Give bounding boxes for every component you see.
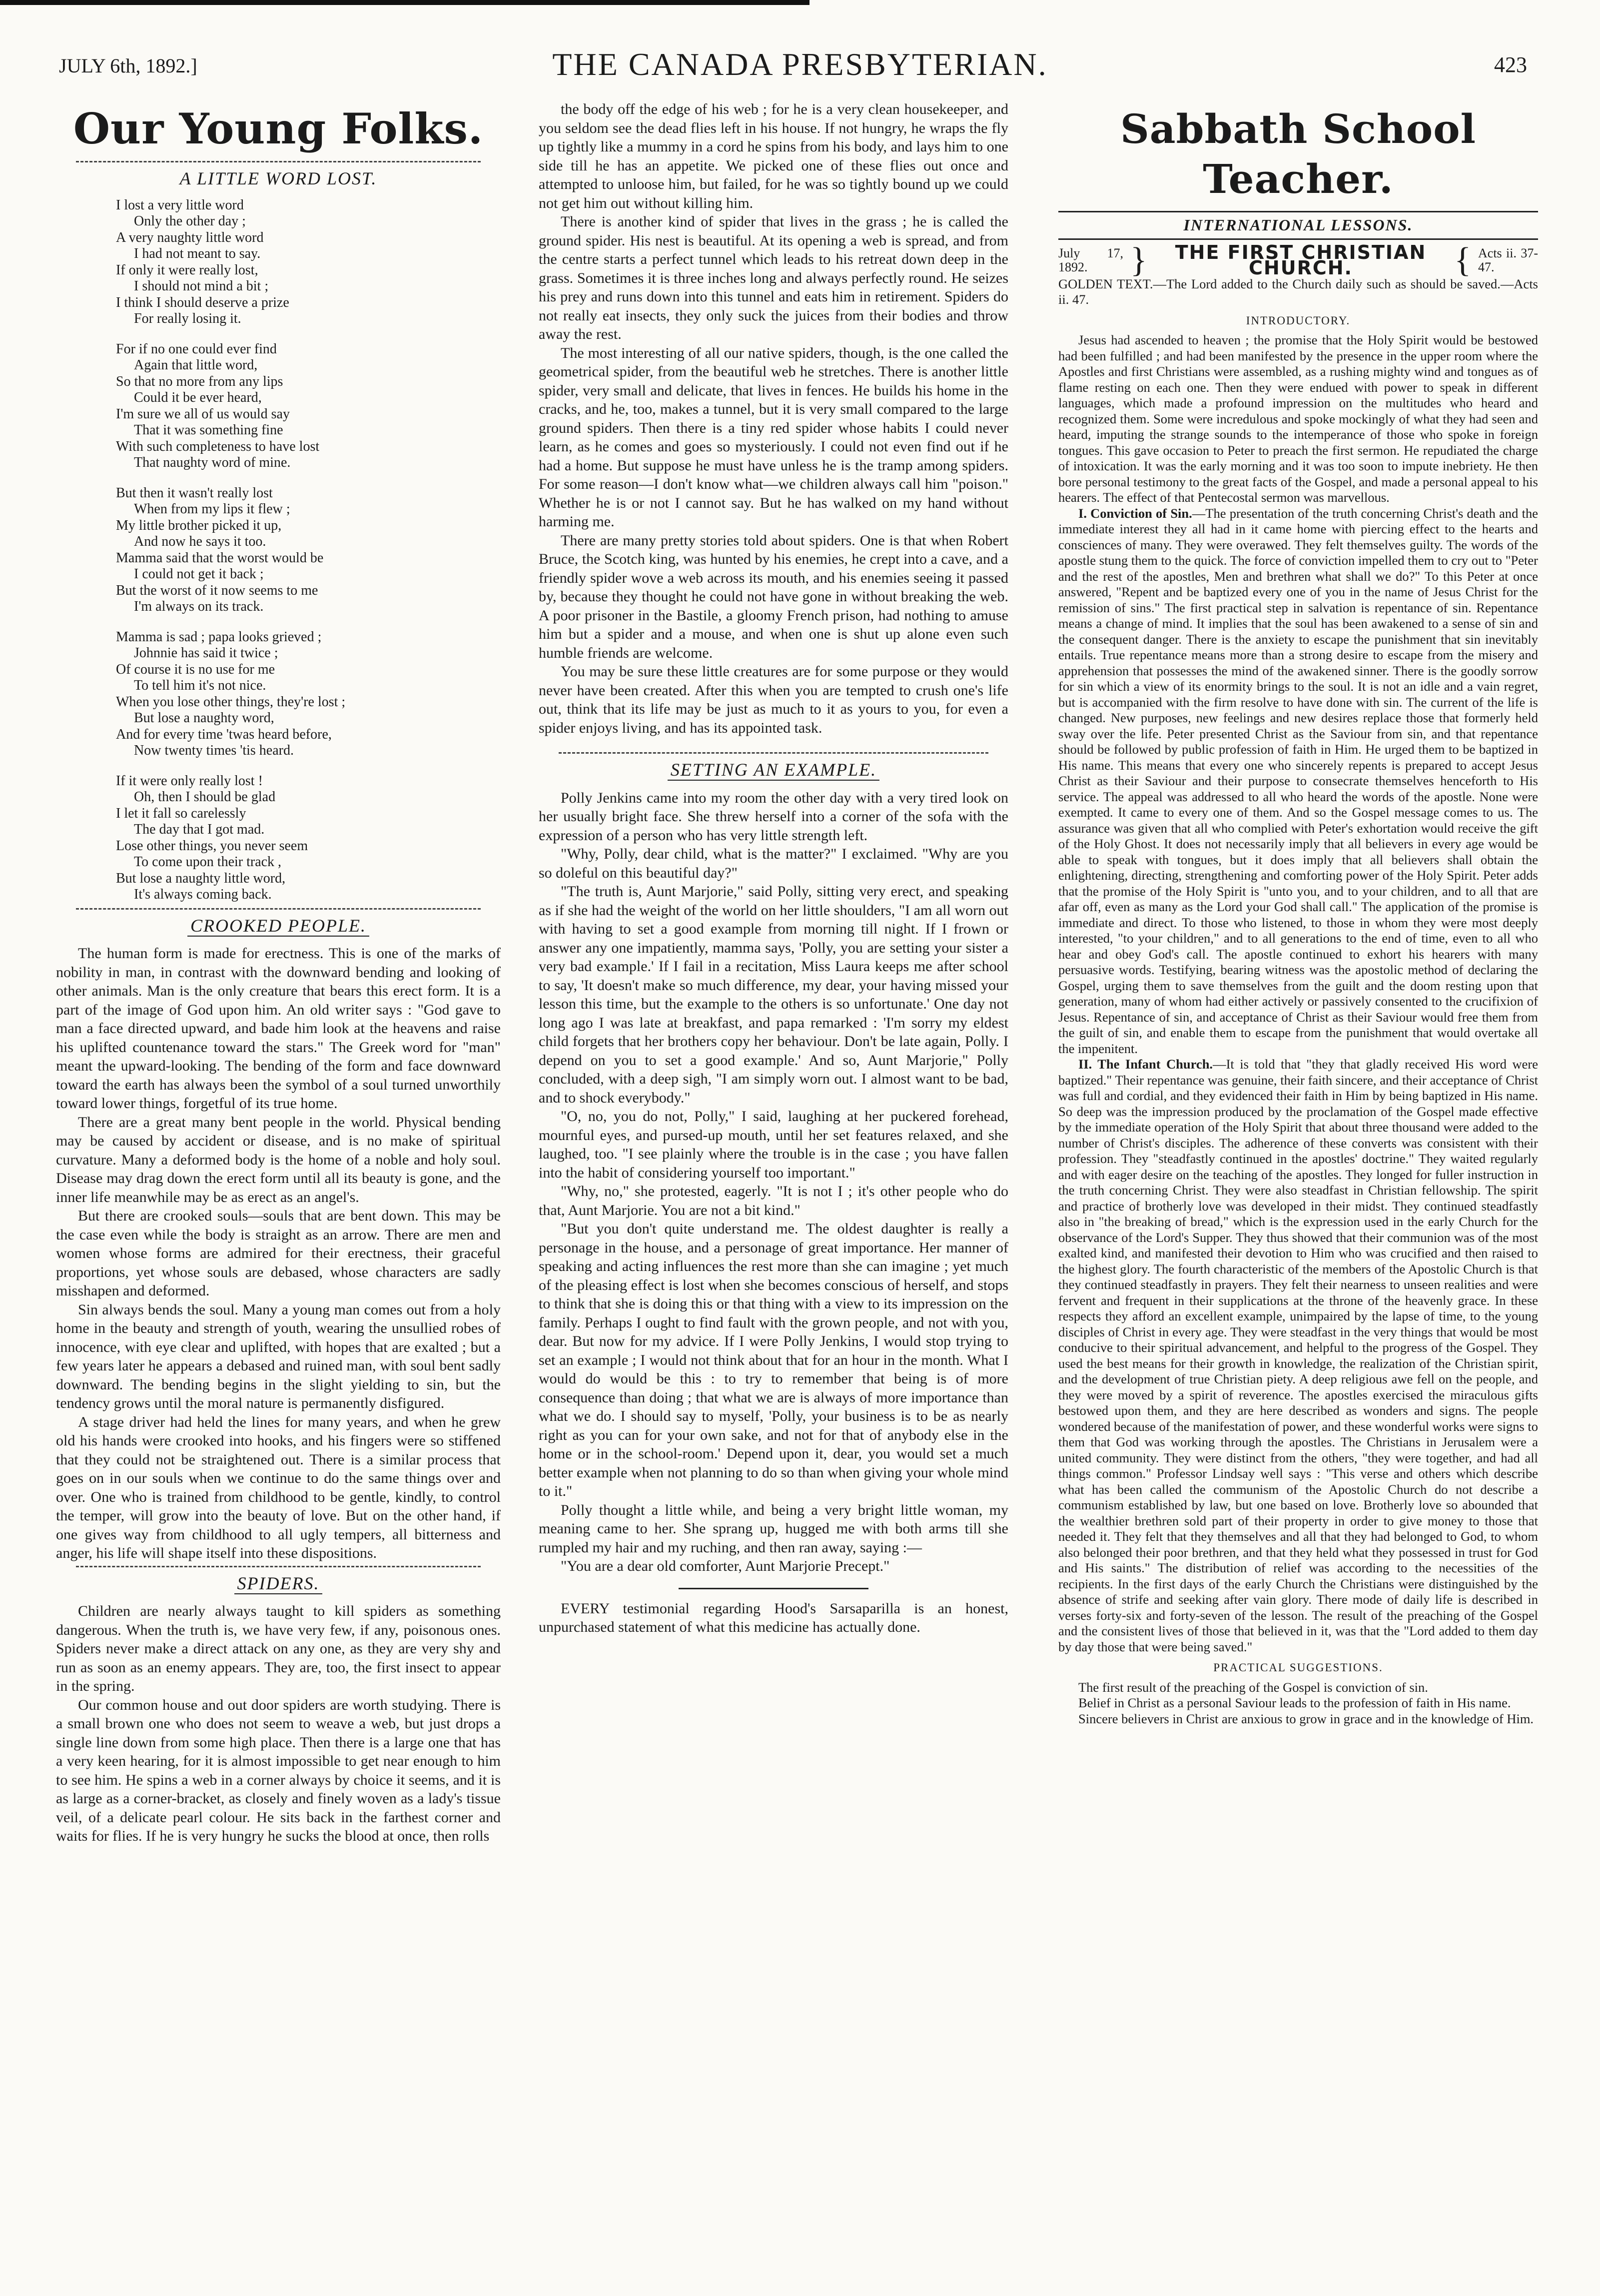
practical-item: Sincere believers in Christ are anxious to grow in grace and in the knowledge of Him. [1078, 1711, 1534, 1726]
poem-line: Of course it is no use for me [116, 661, 275, 677]
poem-line: But the worst of it now seems to me [116, 582, 318, 598]
poem-line: I lost a very little word [116, 197, 244, 213]
poem-line: Again that little word, [134, 357, 258, 373]
divider [76, 161, 481, 162]
poem-line: I think I should deserve a prize [116, 294, 289, 310]
paragraph: Children are nearly always taught to kill spiders as something dangerous. When the truth is, we have very few, if any, poisonous ones. Spiders never make a direct attack on any one, as they are very shy and run as soon as an enemy appears. They are, too, the first insect to appear in the spring. [56, 1603, 501, 1694]
poem-title: A LITTLE WORD LOST. [179, 168, 377, 188]
introductory-text: Jesus had ascended to heaven ; the promise that the Holy Spirit would be bestowed had been fulfilled ; and had been manifested by the presence in the upper room where the Apostles and first Christians were assembled, as a rushing mighty wind and tongues as of flame resting on each one. Then they were endued with power to speak in different languages, which made a profound impression on the multitudes who heard and recognized them. Some were incredulous and spoke mockingly of what they had seen and heard, imputing the strange sounds to the intemperance of those who spoke in foreign tongues. This gave occasion to Peter to preach the first sermon. He repudiated the charge of intoxication. It was the early morning and it was too soon to impute inebriety. He then bore personal testimony to the great facts of the Gospel, and made a personal appeal to his hearers. The effect of that Pentecostal sermon was marvellous. [1058, 332, 1538, 505]
article-title-crooked-people: CROOKED PEOPLE. [56, 917, 501, 936]
poem-line: It's always coming back. [134, 887, 272, 902]
article-setting-example [539, 789, 1008, 1576]
poem-line: To tell him it's not nice. [134, 678, 266, 693]
poem-line: But then it wasn't really lost [116, 485, 273, 501]
paragraph: There are many pretty stories told about spiders. One is that when Robert Bruce, the Scotch king, was hunted by his enemies, he crept into a cave, and a friendly spider wove a web across its mouth, and his enemies seeing it passed by, because they thought he could not have gone in without breaking the web. A poor prisoner in the Bastile, a gloomy French prison, had nothing to amuse him but a spider and a mouse, and when one is shut up alone even such humble friends are welcome. [539, 532, 1008, 661]
poem-line: So that no more from any lips [116, 373, 283, 389]
section-infant-church [1058, 1057, 1538, 1655]
paragraph: Polly thought a little while, and being a very bright little woman, my meaning came to her. She sprang up, hugged me with both arms till she rumpled my hair and my ruching, and then ran away, saying :— [539, 1501, 1008, 1556]
issue-date: JULY 6th, 1892.] [59, 54, 197, 77]
paragraph: "You are a dear old comforter, Aunt Marjorie Precept." [561, 1558, 890, 1574]
section-text: —The presentation of the truth concerning Christ's death and the immediate interest they all had in it came home with piercing effect to the hearts and consciences of many. They were overawed. They felt themselves guilty. The words of the apostle stung them to the quick. The force of conviction impelled them to cry out to "Peter and the rest of the apostles, Men and brethren what shall we do?" To this Peter at once answered, "Repent and be baptized every one of you in the name of Jesus Christ for the remission of sins." The first practical step in salvation is repentance of sin. Repentance means a change of mind. It implies that the soul has been awakened to a sense of sin and the consequent danger. There is the anxiety to escape the punishment that sin inevitably entails. True repentance means more than a strong desire to escape from the misery and apprehension that possesses the mind of the awakened sinner. There is the goodly sorrow for sin which a view of its enormity brings to the soul. It is not an idle and a vain regret, but is accompanied with the firm resolve to have done with sin. The current of the life is changed. New purposes, new feelings and new desires replace those that formerly held sway over the life. Peter presented Christ as the Saviour from sin, and that repentance should be followed by public profession of faith in Him. He urged them to be baptized in His name. This means that every one who sincerely repents is prepared to accept Jesus Christ as their Saviour and their purpose to consecrate themselves henceforth to His service. The appeal was addressed to all who heard the words of the apostle. None were exempted. It came to every one of them. And so the Gospel message comes to us. The assurance was given that all who complied with Peter's exhortation would receive the gift of the Holy Ghost. It does not necessarily imply that all believers in every age would be able to speak with tongues, but it does imply that all believers shall obtain the enlightening, directing, strengthening and comforting power of the Holy Spirit. Peter adds that the promise of the Holy Spirit is "unto you, and to your children, and to all that are afar off, even as many as the Lord your God shall call." The application of the promise is immediate and direct. To those who listened, to those in whom they were most deeply interested, "to your children," and to all generations to the end of time, even to all who hear and obey God's call. The apostle continued to exhort his hearers with many persuasive words. Testifying, bearing witness was the apostolic method of declaring the Gospel, urging them to save themselves from the guilt and the doom resting upon that generation, many of whom had either actively or passively consented to the crucifixion of Jesus. Repentance of sin, and acceptance of Christ as their Saviour would free them from the guilt of sin, and enable them to escape from the punishment that would overtake all the impenitent. [1058, 505, 1538, 1056]
paragraph: Polly Jenkins came into my room the other day with a very tired look on her usually bright face. She threw herself into a corner of the sofa with the expression of a person who has very little strength left. [539, 789, 1008, 844]
paragraph: "But you don't quite understand me. The oldest daughter is really a personage in the house, and a personage of great importance. Her manner of speaking and acting influences the rest more than she can imagine ; yet much of the pleasing effect is lost when she becomes conscious of herself, and stops to think that she is doing this or that thing with a view to its impression on the family. Perhaps I ought to find fault with the grown people, and not with you, dear. But now for my advice. If I were Polly Jenkins, I would stop trying to set an example ; I would not think about that for an hour in the month. What I would do would be this : to try to remember that being is of more consequence than doing ; that what we are is always of more importance than what we do. I should say to myself, 'Polly, your business is to be as nearly right as you can for your own sake, and not for that of anybody else in the home or in the school-room.' Depend upon it, dear, you would set a much better example when not planning to do so than when giving your whole mind to it." [539, 1220, 1008, 1499]
poem-line: Only the other day ; [134, 213, 246, 229]
poem-line: If only it were really lost, [116, 262, 258, 278]
paragraph: Sin always bends the soul. Many a young man comes out from a holy home in the beauty and strength of youth, wearing the unsullied robes of innocence, with eye clear and uplifted, with hopes that are exalted ; but a few years later he appears a debased and ruined man, with soul bent sadly downward. The bending begins in the slight yielding to sin, but the tendency grows until the moral nature is permanently disfigured. [56, 1301, 501, 1411]
poem [116, 197, 501, 903]
poem-line: With such completeness to have lost [116, 438, 320, 454]
lesson-date: July 17, 1892. [1058, 246, 1123, 274]
right-column [1058, 100, 1538, 1727]
poem-line: I'm always on its track. [134, 599, 264, 614]
poem-line: Now twenty times 'tis heard. [134, 743, 294, 758]
paragraph: A stage driver had held the lines for many years, and when he grew old his hands were crooked into hooks, and his fingers were so stiffened that they could not be straightened out. There is a similar process that goes on in our souls when we continue to do the same things over and over. One who is trained from childhood to be gentle, kindly, to control the temper, will grow into the beauty of love. But on the other hand, if one gives way from childhood to all ugly tempers, all bitterness and anger, his life will shape itself into these dispositions. [56, 1413, 501, 1561]
paragraph: There are a great many bent people in the world. Physical bending may be caused by accident or disease, and is no make of spiritual curvature. Many a deformed body is the home of a noble and holy soul. Disease may drag down the erect form until all its beauty is gone, and the inner life meanwhile may be as erect as an angel's. [56, 1114, 501, 1205]
article-title-spiders: SPIDERS. [56, 1574, 501, 1593]
poem-line: I'm sure we all of us would say [116, 406, 290, 422]
poem-line: For if no one could ever find [116, 341, 277, 357]
divider [76, 1566, 481, 1567]
poem-line: If it were only really lost ! [116, 773, 263, 789]
poem-line: I should not mind a bit ; [134, 278, 269, 294]
stanza-gap [116, 327, 501, 341]
golden-text: GOLDEN TEXT.—The Lord added to the Church daily such as should be saved.—Acts ii. 47. [1058, 276, 1538, 307]
poem-line: Johnnie has said it twice ; [134, 645, 278, 661]
poem-line: The day that I got mad. [134, 822, 265, 837]
poem-line: When you lose other things, they're lost ; [116, 694, 346, 710]
paragraph: You may be sure these little creatures are for some purpose or they would never have been created. After this when you are tempted to crush one's life out, think that its life may be just as much to it as yours to you, for even a spider enjoys living, and has its appointed task. [539, 663, 1008, 736]
poem-line: To come upon their track , [134, 854, 282, 870]
practical-list [1058, 1680, 1538, 1727]
brace-icon: } [1130, 241, 1147, 280]
paragraph: "Why, no," she protested, eagerly. "It is not I ; it's other people who do that, Aunt Marjorie. You are not a bit kind." [539, 1183, 1008, 1218]
paragraph: "The truth is, Aunt Marjorie," said Polly, sitting very erect, and speaking as if she had the weight of the world on her little shoulders, "I am all worn out with having to set a good example from morning till night. If I frown or answer any one impatiently, mamma says, 'Polly, you are setting your sister a very bad example.' If I fail in a recitation, Miss Laura keeps me after school to say, 'It doesn't make so much difference, my dear, your having missed your lesson this time, but the example to the others is so unfortunate.' One day not long ago I was late at breakfast, and papa remarked : 'I'm sorry my eldest child forgets that her brothers copy her behaviour. Don't be late again, Polly. I depend on you to set a good example.' And so, Aunt Marjorie," Polly concluded, with a deep sigh, "I am simply worn out. I almost want to be bad, and to shock everybody." [539, 883, 1008, 1106]
poem-line: I let it fall so carelessly [116, 805, 246, 821]
stanza-gap [116, 615, 501, 629]
paragraph: the body off the edge of his web ; for he is a very clean housekeeper, and you seldom see the dead flies left in his house. If not hungry, he wraps the fly up tightly like a mummy in a cord he spins from his body, and lays him to one side till he has an appetite. We picked one of these flies out once and attempted to unloose him, but failed, for he was so tightly bound up we could not get him out without killing him. [539, 101, 1008, 211]
section-heading: I. Conviction of Sin. [1078, 505, 1192, 521]
poem-line: And now he says it too. [134, 534, 266, 549]
lesson-reference: Acts ii. 37-47. [1478, 246, 1538, 274]
section-title-young-folks: Our Young Folks. [73, 104, 484, 153]
practical-item: The first result of the preaching of the Gospel is conviction of sin. [1078, 1679, 1428, 1695]
poem-line: But lose a naughty little word, [116, 870, 286, 886]
top-border [0, 0, 809, 5]
section-conviction [1058, 506, 1538, 1057]
section-text: —It is told that "they that gladly received His word were baptized." Their repentance was genuine, their faith sincere, and their acceptance of Christ was full and cordial, and they evidenced their faith in Him by being baptized in His name. So deep was the impression produced by the proclamation of the Gospel made effective by the immediate operation of the Holy Spirit that about three thousand were added to the number of Christ's disciples. The adherence of these converts was consistent with their profession. They "steadfastly continued in the apostles' doctrine." They waited regularly and with eager desire on the teaching of the apostles. They longed for fuller instruction in the truth concerning Christ. They were also steadfast in Christian fellowship. The spirit and practice of brotherly love was developed in their midst. They continued steadfastly also in "the breaking of bread," which is the expression used in the early Church for the observance of the Lord's Supper. They thus showed that their communion was of the most exalted kind, and manifested their devotion to Him who was crucified and then raised to the highest glory. The fourth characteristic of the members of the Apostolic Church is that they continued steadfastly in prayers. They felt their nearness to unseen realities and were fervent and frequent in their supplications at the throne of the heavenly grace. In these respects they afford an excellent example, unimpaired by the lapse of time, to the young disciples of Christ in every age. They were steadfast in the very things that would be most conducive to their spiritual advancement, and helpful to the progress of the Gospel. They used the best means for their growth in knowledge, the realization of the Christian spirit, and the development of true Christian piety. A deep religious awe fell on the people, and they were moved by a spirit of reverence. The apostles exercised the miraculous gifts bestowed upon them, and they are here described as wonders and signs. The people wondered because of the manifestation of power, and these wonderful works were signs to them that God was working through the apostles. The Christians in Jerusalem were a united community. They were distinct from the others, "they were together, and had all things common." Professor Lindsay well says : "This verse and others which describe what has been called the communism of the Apostolic Church do not describe a communism established by law, but one based on love. Brotherly love so abounded that the wealthier brethren sold part of their property in order to give money to those that needed it. They felt that they themselves and all that they had belonged to God, to whom also belonged their poor brethren, and that they held what they possessed in trust for God and His saints." The distribution of relief was according to the necessities of the recipients. In the first days of the early Church the Christians were distinguished by the absence of strife and seeking after vain glory. There mode of daily life is described in verses forty-six and forty-seven of the lesson. The result of the preaching of the Gospel and the consistent lives of those that believed in it, was that the "Lord added to them day by day those that were being saved." [1058, 1057, 1539, 1654]
paragraph: There is another kind of spider that lives in the grass ; he is called the ground spider. His nest is beautiful. At its opening a web is spread, and from the centre starts a perfect tunnel which leads to his retreat down deep in the grass. Sometimes it is three inches long and always perfectly round. He seizes his prey and runs down into this tunnel and eats him in retirement. Spiders do not really eat insects, they only suck the juices from their bodies and throw away the rest. [539, 213, 1008, 342]
paragraph: But there are crooked souls—souls that are bent down. This may be the case even while the body is straight as an arrow. There are men and women whose forms are admired for their erectness, their graceful proportions, yet whose souls are debased, whose characters are sadly misshapen and deformed. [56, 1207, 501, 1299]
article-spiders [56, 1602, 501, 1846]
poem-line: Lose other things, you never seem [116, 838, 308, 854]
poem-line: My little brother picked it up, [116, 517, 282, 533]
article-crooked-people [56, 944, 501, 1563]
section-title-sabbath-school: Sabbath School Teacher. [1120, 105, 1477, 202]
paragraph: "O, no, you do not, Polly," I said, laughing at her puckered forehead, mournful eyes, and pursed-up mouth, until her set features relaxed, and she laughed, too. "I see plainly where the trouble is in the case ; you have fallen into the habit of considering yourself too important." [539, 1108, 1008, 1181]
paragraph: The human form is made for erectness. This is one of the marks of nobility in man, in contrast with the downward bending and looking of other animals. Man is the only creature that bears this erect form. It is a part of the image of God upon him. An old writer says : "God gave to man a face directed upward, and bade him look at the heavens and raise his uplifted countenance toward the stars." The Greek word for "man" meant the upward-looking. The bending of the form and face downward toward the earth has always been the symbol of a soul turned unworthily toward lower things, forgetful of its true home. [56, 945, 501, 1112]
lesson-heading [1058, 241, 1538, 280]
poem-line: Oh, then I should be glad [134, 789, 276, 805]
practical-item: Belief in Christ as a personal Saviour leads to the profession of faith in His name. [1078, 1695, 1511, 1710]
paragraph: Our common house and out door spiders are worth studying. There is a small brown one who does not seem to weave a web, but just drops a single line down from some high place. Then there is a large one that has a very keen hearing, for it is almost impossible to get near enough to him to see him. He spins a web in a corner always by choice it seems, and it is as large as a corner-bracket, as closely and finely woven as a lady's tissue veil, of a delicate pearl colour. He sits back in the farthest corner and waits for flies. If he is very hungry he sucks the blood at once, then rolls [56, 1696, 501, 1844]
lesson-title: THE FIRST CHRISTIAN CHURCH. [1175, 241, 1427, 279]
lessons-subtitle: INTERNATIONAL LESSONS. [1183, 216, 1413, 234]
poem-line: A very naughty little word [116, 229, 264, 245]
left-column [56, 100, 501, 1846]
paragraph: The most interesting of all our native spiders, though, is the one called the geometrical spider, from the beautiful web he stretches. There is another little spider, very small and delicate, that lives in fences. He builds his home in the cracks, and he, too, makes a tunnel, but it is very small compared to the large ground spiders. Then there is a tiny red spider whose habits I could never learn, as he comes and goes so mysteriously. I could not even find out if he had a home. But suppose he must have unless he is the tramp among spiders. For some reason—I don't know what—we children always call him "poison." Whether he is or not I cannot say. But he has walked on my hand without harming me. [539, 344, 1008, 530]
stanza-gap [116, 759, 501, 773]
article-spiders-continued [539, 100, 1008, 737]
poem-line: That it was something fine [134, 422, 283, 438]
divider [1058, 238, 1538, 240]
poem-line: That naughty word of mine. [134, 455, 291, 470]
poem-line: When from my lips it flew ; [134, 501, 290, 517]
poem-line: I had not meant to say. [134, 246, 261, 261]
brace-icon: { [1454, 241, 1471, 280]
poem-line: For really losing it. [134, 311, 241, 326]
stanza-gap [116, 471, 501, 485]
section-heading: II. The Infant Church. [1078, 1057, 1213, 1072]
poem-line: Mamma said that the worst would be [116, 550, 324, 566]
introductory-heading: INTRODUCTORY. [1246, 314, 1351, 327]
poem-line: Could it be ever heard, [134, 390, 262, 405]
divider [679, 1588, 868, 1589]
poem-line: I could not get it back ; [134, 566, 264, 582]
divider [559, 752, 988, 754]
divider [76, 908, 481, 910]
poem-line: And for every time 'twas heard before, [116, 726, 332, 742]
article-title-setting-example: SETTING AN EXAMPLE. [539, 761, 1008, 780]
poem-line: Mamma is sad ; papa looks grieved ; [116, 629, 322, 645]
paragraph: "Why, Polly, dear child, what is the matter?" I exclaimed. "Why are you so doleful on this beautiful day?" [539, 846, 1008, 881]
newspaper-title: THE CANADA PRESBYTERIAN. [552, 46, 1048, 82]
advertisement: EVERY testimonial regarding Hood's Sarsaparilla is an honest, unpurchased statement of what this medicine has actually done. [539, 1600, 1008, 1635]
divider [1058, 211, 1538, 212]
practical-heading: PRACTICAL SUGGESTIONS. [1213, 1661, 1383, 1674]
page-number: 423 [1494, 52, 1527, 77]
poem-line: But lose a naughty word, [134, 710, 274, 726]
middle-column [539, 100, 1008, 1637]
